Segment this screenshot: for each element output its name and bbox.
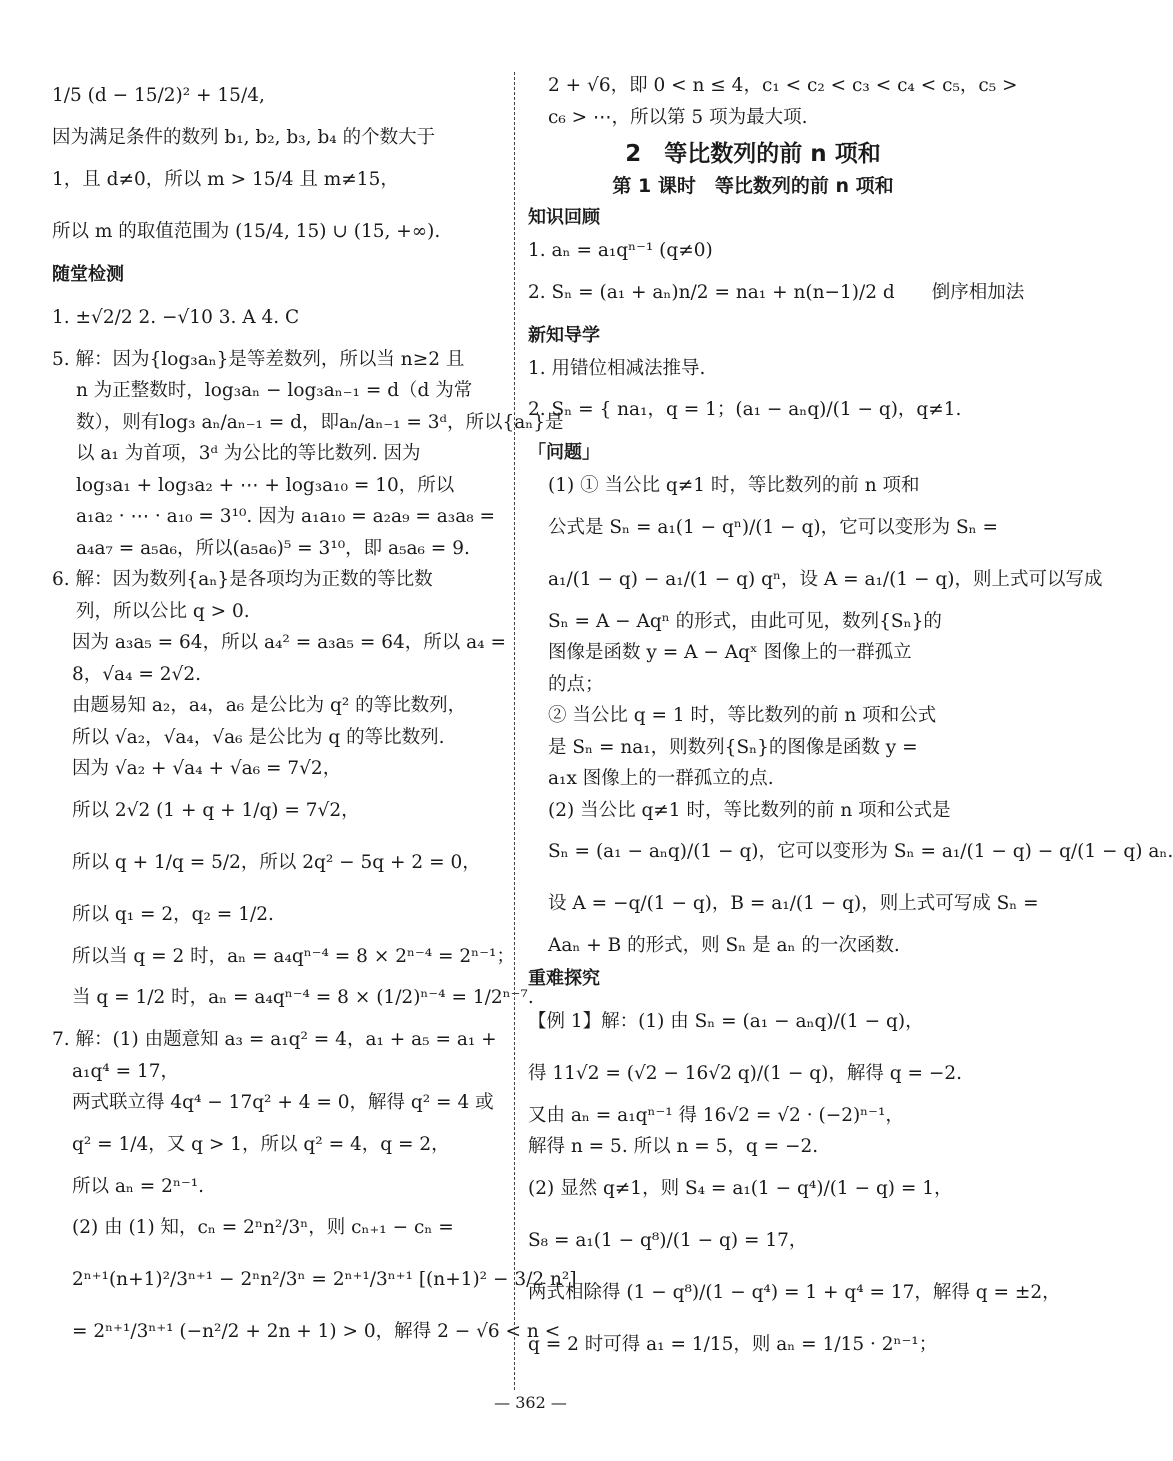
text-line: 6. 解：因为数列{aₙ}是各项均为正数的等比数 — [52, 569, 433, 590]
text-line: 又由 aₙ = a₁qⁿ⁻¹ 得 16√2 = √2 · (−2)ⁿ⁻¹， — [528, 1104, 904, 1126]
text-line: 当 q = 1/2 时，aₙ = a₄qⁿ⁻⁴ = 8 × (1/2)ⁿ⁻⁴ = 1/2ⁿ⁻⁷. — [72, 987, 534, 1008]
sub-title: 第 1 课时 等比数列的前 n 项和 — [612, 175, 894, 197]
text-line: = 2ⁿ⁺¹/3ⁿ⁺¹ (−n²/2 + 2n + 1) > 0，解得 2 − √6 < n < — [72, 1321, 561, 1342]
text-line: 数），则有log₃ aₙ/aₙ₋₁ = d，即aₙ/aₙ₋₁ = 3ᵈ，所以{aₙ}是 — [76, 411, 564, 433]
text-line: 所以当 q = 2 时，aₙ = a₄qⁿ⁻⁴ = 8 × 2ⁿ⁻⁴ = 2ⁿ⁻¹； — [72, 945, 515, 967]
text-line: 是 Sₙ = na₁，则数列{Sₙ}的图像是函数 y = — [548, 736, 918, 758]
heading: 「问题」 — [528, 442, 600, 463]
text-line: 1，且 d≠0，所以 m > 15/4 且 m≠15， — [52, 168, 399, 190]
text-line: 1/5 (d − 15/2)² + 15/4, — [52, 85, 265, 106]
text-line: ② 当公比 q = 1 时，等比数列的前 n 项和公式 — [548, 705, 937, 726]
text-line: 所以 q + 1/q = 5/2，所以 2q² − 5q + 2 = 0， — [72, 851, 481, 873]
text-line: 因为满足条件的数列 b₁, b₂, b₃, b₄ 的个数大于 — [52, 127, 436, 148]
text-line: 以 a₁ 为首项，3ᵈ 为公比的等比数列. 因为 — [76, 443, 421, 464]
text-line: n 为正整数时，log₃aₙ − log₃aₙ₋₁ = d（d 为常 — [76, 380, 473, 401]
text-line: 两式相除得 (1 − q⁸)/(1 − q⁴) = 1 + q⁴ = 17，解得 q = ±2， — [528, 1281, 1061, 1303]
text-line: 两式联立得 4q⁴ − 17q² + 4 = 0，解得 q² = 4 或 — [72, 1092, 494, 1113]
text-line: q = 2 时可得 a₁ = 1/15，则 aₙ = 1/15 · 2ⁿ⁻¹； — [528, 1333, 938, 1355]
sec-title: 2 等比数列的前 n 项和 — [625, 141, 881, 167]
text-line: 解得 n = 5. 所以 n = 5，q = −2. — [528, 1136, 819, 1157]
text-line: (2) 显然 q≠1，则 S₄ = a₁(1 − q⁴)/(1 − q) = 1， — [528, 1177, 953, 1199]
text-line: 所以 2√2 (1 + q + 1/q) = 7√2， — [72, 799, 360, 821]
text-line: Sₙ = A − Aqⁿ 的形式，由此可见，数列{Sₙ}的 — [548, 610, 942, 632]
text-line: 所以 q₁ = 2，q₂ = 1/2. — [72, 903, 274, 925]
heading: 随堂检测 — [52, 263, 124, 285]
text-line: 1. ±√2/2 2. −√10 3. A 4. C — [52, 306, 300, 328]
text-line: 2 + √6，即 0 < n ≤ 4，c₁ < c₂ < c₃ < c₄ < c₅，c₅ > — [548, 75, 1018, 96]
text-line: 7. 解：(1) 由题意知 a₃ = a₁q² = 4，a₁ + a₅ = a₁ + — [52, 1029, 497, 1050]
text-line: 1. aₙ = a₁qⁿ⁻¹ (q≠0) — [528, 240, 713, 261]
page-number: — 362 — — [494, 1393, 567, 1412]
heading: 知识回顾 — [528, 207, 600, 228]
text-line: 公式是 Sₙ = a₁(1 − qⁿ)/(1 − q)，它可以变形为 Sₙ = — [548, 516, 999, 538]
text-line: (1) ① 当公比 q≠1 时，等比数列的前 n 项和 — [548, 475, 920, 496]
text-line: 图像是函数 y = A − Aqˣ 图像上的一群孤立 — [548, 642, 912, 663]
text-line: 由题易知 a₂，a₄，a₆ 是公比为 q² 的等比数列， — [72, 695, 467, 716]
text-line: Aaₙ + B 的形式，则 Sₙ 是 aₙ 的一次函数. — [548, 935, 900, 956]
heading: 新知导学 — [528, 324, 600, 346]
text-line: a₁q⁴ = 17， — [72, 1060, 180, 1082]
text-line: 2. Sₙ = (a₁ + aₙ)n/2 = na₁ + n(n−1)/2 d 倒序相加法 — [528, 281, 1025, 303]
text-line: 得 11√2 = (√2 − 16√2 q)/(1 − q)，解得 q = −2. — [528, 1062, 963, 1084]
text-line: q² = 1/4，又 q > 1，所以 q² = 4，q = 2， — [72, 1133, 450, 1155]
text-line: S₈ = a₁(1 − q⁸)/(1 − q) = 17， — [528, 1229, 808, 1251]
text-line: 因为 √a₂ + √a₄ + √a₆ = 7√2， — [72, 758, 342, 779]
text-line: a₁x 图像上的一群孤立的点. — [548, 768, 774, 789]
text-line: (2) 当公比 q≠1 时，等比数列的前 n 项和公式是 — [548, 799, 951, 821]
text-line: 的点； — [548, 673, 604, 695]
right-column — [528, 70, 1173, 1371]
column-divider — [514, 72, 515, 1390]
text-line: 1. 用错位相减法推导. — [528, 357, 706, 379]
text-line: c₆ > ⋯，所以第 5 项为最大项. — [548, 106, 808, 128]
text-line: 【例 1】解：(1) 由 Sₙ = (a₁ − aₙq)/(1 − q)， — [528, 1010, 924, 1032]
text-line: 所以 √a₂，√a₄，√a₆ 是公比为 q 的等比数列. — [72, 726, 445, 748]
text-line: a₁a₂ · ⋯ · a₁₀ = 3¹⁰. 因为 a₁a₁₀ = a₂a₉ = a₃a₈ = — [76, 506, 496, 527]
text-line: 8，√a₄ = 2√2. — [72, 663, 201, 685]
text-line: a₁/(1 − q) − a₁/(1 − q) qⁿ，设 A = a₁/(1 − q)，则上式可以写成 — [548, 568, 1103, 590]
text-line: 因为 a₃a₅ = 64，所以 a₄² = a₃a₅ = 64，所以 a₄ = — [72, 632, 506, 653]
text-line: Sₙ = (a₁ − aₙq)/(1 − q)，它可以变形为 Sₙ = a₁/(1 − q) − q/(1 − q) aₙ. — [548, 841, 1173, 862]
text-line: 2ⁿ⁺¹(n+1)²/3ⁿ⁺¹ − 2ⁿn²/3ⁿ = 2ⁿ⁺¹/3ⁿ⁺¹ [(n+1)² − 3/2 n²] — [72, 1269, 577, 1290]
heading: 重难探究 — [528, 967, 600, 989]
text-line: (2) 由 (1) 知，cₙ = 2ⁿn²/3ⁿ，则 cₙ₊₁ − cₙ = — [72, 1217, 454, 1238]
text-line: 列，所以公比 q > 0. — [76, 600, 250, 622]
text-line: log₃a₁ + log₃a₂ + ⋯ + log₃a₁₀ = 10，所以 — [76, 474, 455, 496]
text-line: a₄a₇ = a₅a₆，所以(a₅a₆)⁵ = 3¹⁰，即 a₅a₆ = 9. — [76, 537, 470, 559]
text-line: 2. Sₙ = { na₁，q = 1；(a₁ − aₙq)/(1 − q)，q≠1. — [528, 399, 962, 420]
text-line: 所以 m 的取值范围为 (15/4, 15) ∪ (15, +∞). — [52, 220, 441, 242]
text-line: 5. 解：因为{log₃aₙ}是等差数列，所以当 n≥2 且 — [52, 348, 465, 370]
text-line: 设 A = −q/(1 − q)，B = a₁/(1 − q)，则上式可写成 Sₙ = — [548, 893, 1039, 914]
text-line: 所以 aₙ = 2ⁿ⁻¹. — [72, 1175, 205, 1197]
